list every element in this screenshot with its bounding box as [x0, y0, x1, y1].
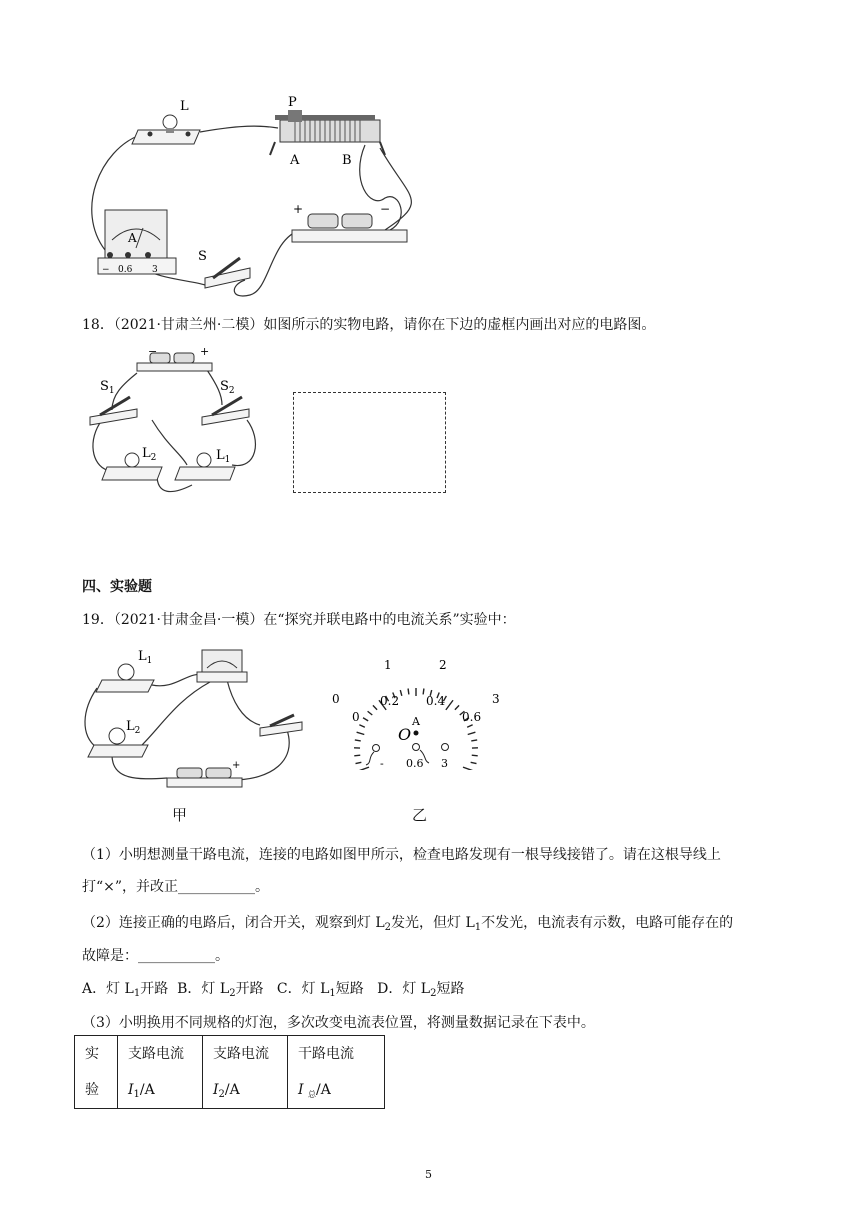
label-L: L — [180, 99, 189, 114]
label-S: S — [198, 249, 207, 264]
table-header-itotal: 干路电流 I $_总$/A — [288, 1036, 385, 1109]
dial-tick — [446, 700, 453, 710]
q18-text: 18．（2021·甘肃兰州·二模）如图所示的实物电路，请你在下边的虚框内画出对应的电路图。 — [82, 317, 656, 333]
page-number: 5 — [425, 1168, 432, 1181]
q19-p2-line2: 故障是：___________。 — [82, 948, 229, 964]
label-S2: $S_2$ — [220, 379, 235, 396]
dial-tick — [455, 705, 459, 709]
data-table — [74, 1035, 385, 1109]
option-c: C．灯 $L_1$短路 — [276, 981, 364, 999]
dial-tick — [363, 718, 368, 721]
label-S1: $S_1$ — [100, 379, 115, 396]
dial-tick — [359, 725, 364, 727]
q19-p3: （3）小明换用不同规格的灯泡，多次改变电流表位置，将测量数据记录在下表中。 — [82, 1015, 595, 1031]
dial-tick — [400, 690, 402, 696]
lamp-L1 — [96, 664, 154, 692]
dial-tick — [354, 755, 360, 756]
section-title: 四、实验题 — [82, 579, 152, 595]
switch-S2 — [202, 397, 249, 425]
q17-circuit-figure — [80, 90, 500, 305]
label-B-terminal: B — [342, 153, 352, 168]
caption-yi: 乙 — [412, 806, 428, 824]
battery-minus: − — [148, 345, 158, 358]
lower-scale-02: 0.2 — [380, 694, 400, 708]
terminal-3: 3 — [441, 757, 448, 770]
terminal-3: 3 — [152, 265, 158, 275]
battery-plus: + — [200, 345, 210, 358]
label-P: P — [288, 95, 297, 110]
battery-plus: + — [293, 202, 304, 216]
lamp-L — [132, 115, 200, 144]
dial-tick — [468, 732, 476, 734]
upper-scale-0: 0 — [332, 692, 340, 706]
battery-minus: − — [380, 202, 391, 216]
label-L1: $L_1$ — [216, 448, 231, 465]
lower-scale-0: 0 — [352, 710, 360, 724]
table-header-experiment: 实 验 — [75, 1036, 118, 1109]
battery — [167, 768, 242, 787]
dial-tick — [467, 725, 472, 727]
rheostat — [270, 110, 385, 155]
table-header-i1: 支路电流 $I_1/A$ — [118, 1036, 203, 1109]
q19-circuit-figure-jia — [82, 640, 312, 800]
label-L1: $L_1$ — [138, 649, 153, 666]
terminal-neg: - — [380, 757, 384, 770]
battery-plus: + — [232, 760, 241, 771]
q19-options — [82, 980, 464, 1003]
dial-tick — [423, 689, 424, 695]
q19-p1-line2: 打“×”，并改正___________。 — [82, 879, 270, 895]
label-A: A — [412, 715, 420, 728]
terminal-06: 0.6 — [406, 757, 424, 770]
upper-scale-2: 2 — [439, 658, 447, 672]
switch-S — [205, 258, 250, 288]
dial-tick — [368, 711, 373, 715]
option-a: A．灯 $L_1$开路 — [82, 981, 169, 999]
lower-scale-06: 0.6 — [462, 710, 482, 724]
terminal-06: 0.6 — [118, 265, 133, 275]
pivot-dot — [414, 731, 419, 736]
terminal-neg: − — [102, 265, 110, 275]
dial-tick — [355, 740, 361, 741]
label-A-terminal: A — [290, 153, 300, 168]
switch — [260, 715, 302, 736]
dial-tick — [472, 755, 478, 756]
dial-tick — [357, 732, 365, 734]
table-header-i2: 支路电流 $I_2/A$ — [203, 1036, 288, 1109]
q19-p2-line1: （2）连接正确的电路后，闭合开关，观察到灯 $L_2$发光，但灯 $L_1$不发光，电流表有示数，电路可能存在的 — [82, 915, 734, 933]
dial-tick — [358, 767, 369, 770]
label-L2: $L_2$ — [142, 446, 157, 463]
q19-p1-line1: （1）小明想测量干路电流，连接的电路如图甲所示，检查电路发现有一根导线接错了。请在这根导线上 — [82, 847, 721, 863]
option-d: D．灯 $L_2$短路 — [377, 981, 465, 999]
answer-dashed-box — [293, 392, 446, 493]
label-L2: $L_2$ — [126, 719, 141, 736]
center-O: O — [398, 725, 412, 744]
dial-tick — [408, 689, 409, 695]
option-b: B．灯 $L_2$开路 — [177, 981, 264, 999]
dial-tick — [471, 740, 477, 741]
q19-text: 19．（2021·甘肃金昌·一模）在“探究并联电路中的电流关系”实验中： — [82, 612, 516, 628]
battery — [292, 214, 407, 242]
q19-ammeter-dial-yi — [330, 655, 510, 770]
upper-scale-3: 3 — [492, 692, 500, 706]
dial-tick — [373, 705, 377, 709]
caption-jia: 甲 — [172, 806, 188, 824]
dial-tick — [463, 767, 474, 770]
dial-tick — [471, 762, 477, 763]
lower-scale-04: 0.4 — [426, 694, 446, 708]
ammeter — [197, 650, 247, 682]
q18-circuit-figure — [82, 345, 267, 495]
dial-tick — [356, 762, 362, 763]
upper-scale-1: 1 — [384, 658, 392, 672]
ammeter — [98, 210, 176, 274]
ammeter-label: A — [128, 231, 137, 245]
